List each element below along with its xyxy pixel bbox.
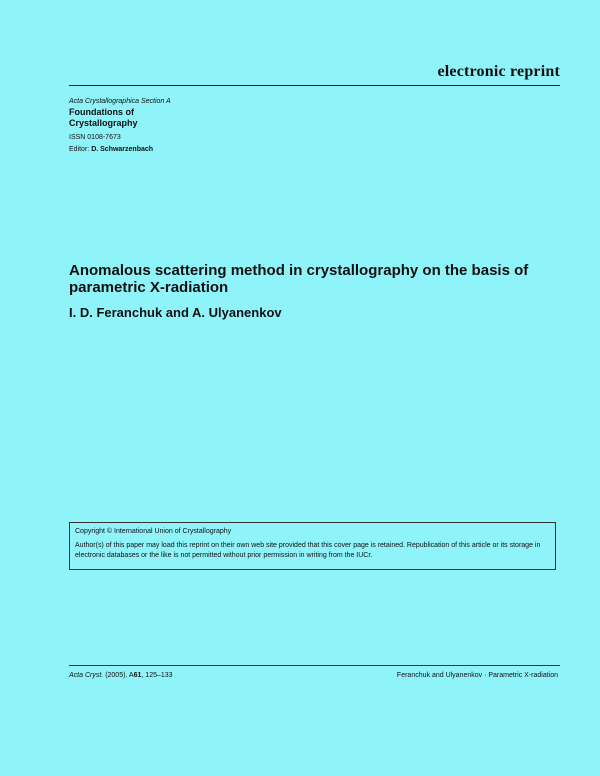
article-title: Anomalous scattering method in crystallography on the basis of parametric X-radiation (69, 262, 529, 296)
copyright-box (69, 522, 556, 570)
article-authors: I. D. Feranchuk and A. Ulyanenkov (69, 305, 282, 320)
footer-citation (69, 672, 173, 679)
header-rule (69, 63, 560, 86)
reprint-label: electronic reprint (437, 63, 560, 80)
editor-name: D. Schwarzenbach (91, 146, 154, 153)
journal-name-line1: Foundations of (69, 107, 134, 117)
editor-label: Editor: (69, 146, 92, 153)
journal-name-line2: Crystallography (69, 118, 138, 128)
copyright-notice: Author(s) of this paper may load this reprint on their own web site provided that this cover page is retained. Republication of this article or its storage in electronic databases or the like is not permitted without prior permission in writing from the IUCr. (75, 542, 541, 559)
footer-volume: 61 (133, 672, 142, 679)
journal-section: Acta Crystallographica Section A (69, 98, 171, 105)
footer-year: (2005). A (105, 672, 134, 679)
journal-block (69, 97, 171, 155)
footer-pages: , 125–133 (141, 672, 173, 679)
journal-editor (69, 145, 171, 155)
footer-journal: Acta Cryst. (69, 672, 104, 679)
journal-issn: ISSN 0108-7673 (69, 134, 121, 141)
copyright-line: Copyright © International Union of Crystallography (75, 528, 232, 535)
footer-rule (69, 665, 560, 666)
footer-running-head: Feranchuk and Ulyanenkov · Parametric X-radiation (396, 672, 558, 679)
